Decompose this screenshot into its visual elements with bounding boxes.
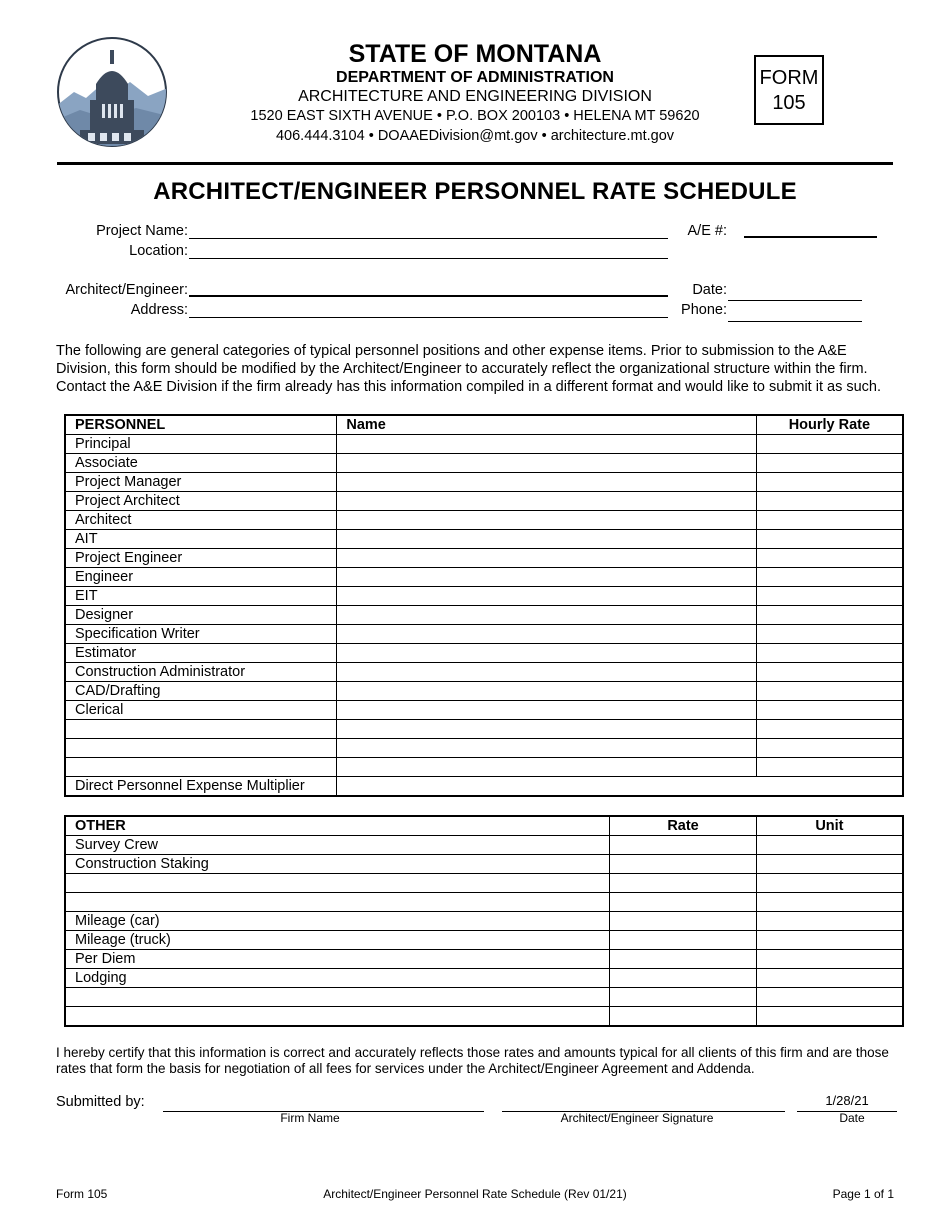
other-expenses-table	[64, 815, 904, 1027]
other-expense-item: Mileage (car)	[65, 912, 610, 931]
unit-cell[interactable]	[756, 855, 903, 874]
personnel-position	[65, 720, 337, 739]
personnel-position: Project Manager	[65, 473, 337, 492]
table-row	[65, 435, 903, 454]
letterhead	[200, 40, 750, 146]
firm-name-caption: Firm Name	[280, 1111, 340, 1125]
form-number: 105	[772, 92, 806, 114]
instructions-paragraph: The following are general categories of typical personnel positions and other expense items. Prior to submission to the A&E Division, this form should be modified by the Architect/Engineer to accurately reflect the organizational structure within the firm. Contact the A&E Division if the firm already has this information compiled in a different format and would like to submit it as such.	[56, 343, 882, 395]
personnel-name-cell[interactable]	[337, 758, 756, 777]
hourly-rate-cell[interactable]	[756, 758, 903, 777]
personnel-position: Specification Writer	[65, 625, 337, 644]
other-expense-item	[65, 1007, 610, 1027]
personnel-position: Engineer	[65, 568, 337, 587]
rate-cell[interactable]	[610, 855, 757, 874]
location-field[interactable]	[189, 258, 668, 259]
hourly-rate-cell[interactable]	[756, 530, 903, 549]
rate-cell[interactable]	[610, 1007, 757, 1027]
hourly-rate-cell[interactable]	[756, 587, 903, 606]
other-expense-item	[65, 893, 610, 912]
hourly-rate-cell[interactable]	[756, 454, 903, 473]
personnel-position: Estimator	[65, 644, 337, 663]
personnel-name-cell[interactable]	[337, 587, 756, 606]
project-name-field[interactable]	[189, 238, 668, 239]
hourly-rate-cell[interactable]	[756, 663, 903, 682]
address-label: Address:	[130, 302, 188, 318]
unit-header: Unit	[756, 816, 903, 836]
table-row	[65, 549, 903, 568]
hourly-rate-cell[interactable]	[756, 606, 903, 625]
unit-cell[interactable]	[756, 836, 903, 855]
ae-number-label: A/E #:	[687, 223, 727, 239]
state-name: STATE OF MONTANA	[348, 40, 602, 68]
hourly-rate-cell[interactable]	[756, 682, 903, 701]
personnel-name-cell[interactable]	[337, 530, 756, 549]
other-expense-item: Lodging	[65, 969, 610, 988]
personnel-position: Architect	[65, 511, 337, 530]
personnel-position: Associate	[65, 454, 337, 473]
date-caption: Date	[839, 1111, 865, 1125]
personnel-position: AIT	[65, 530, 337, 549]
table-row	[65, 874, 903, 893]
personnel-header: PERSONNEL	[65, 415, 337, 435]
architect-engineer-field[interactable]	[189, 295, 668, 297]
personnel-name-cell[interactable]	[337, 644, 756, 663]
rate-cell[interactable]	[610, 912, 757, 931]
table-row	[65, 587, 903, 606]
table-row	[65, 682, 903, 701]
personnel-position: EIT	[65, 587, 337, 606]
hourly-rate-cell[interactable]	[756, 435, 903, 454]
personnel-name-cell[interactable]	[337, 549, 756, 568]
other-expense-item: Construction Staking	[65, 855, 610, 874]
table-row	[65, 1007, 903, 1027]
table-row	[65, 969, 903, 988]
rate-cell[interactable]	[610, 893, 757, 912]
rate-cell[interactable]	[610, 950, 757, 969]
hourly-rate-cell[interactable]	[756, 511, 903, 530]
unit-cell[interactable]	[756, 969, 903, 988]
phone-field[interactable]	[728, 321, 862, 322]
personnel-name-cell[interactable]	[337, 473, 756, 492]
table-row	[65, 663, 903, 682]
personnel-position: Principal	[65, 435, 337, 454]
date-field[interactable]	[728, 300, 862, 301]
personnel-name-cell[interactable]	[337, 492, 756, 511]
personnel-name-cell[interactable]	[337, 511, 756, 530]
rate-cell[interactable]	[610, 836, 757, 855]
personnel-name-cell[interactable]	[337, 454, 756, 473]
header-divider	[57, 162, 893, 165]
page-title: ARCHITECT/ENGINEER PERSONNEL RATE SCHEDULE	[153, 178, 797, 205]
unit-cell[interactable]	[756, 1007, 903, 1027]
phone-label: Phone:	[681, 302, 727, 318]
address-field[interactable]	[189, 317, 668, 318]
division-name: ARCHITECTURE AND ENGINEERING DIVISION	[298, 88, 652, 105]
personnel-name-cell[interactable]	[337, 435, 756, 454]
table-row	[65, 988, 903, 1007]
hourly-rate-cell[interactable]	[756, 473, 903, 492]
unit-cell[interactable]	[756, 874, 903, 893]
table-row	[65, 568, 903, 587]
hourly-rate-cell[interactable]	[756, 568, 903, 587]
signature-date-value: 1/28/21	[825, 1093, 869, 1108]
personnel-name-cell[interactable]	[337, 682, 756, 701]
table-row	[65, 739, 903, 758]
name-header: Name	[337, 415, 756, 435]
personnel-position: Project Architect	[65, 492, 337, 511]
date-label: Date:	[692, 282, 727, 298]
table-row	[65, 758, 903, 777]
department-name: DEPARTMENT OF ADMINISTRATION	[336, 69, 614, 86]
personnel-name-cell[interactable]	[337, 720, 756, 739]
ae-number-field[interactable]	[744, 236, 877, 238]
table-row	[65, 492, 903, 511]
table-row	[65, 625, 903, 644]
table-row	[65, 836, 903, 855]
multiplier-value-cell[interactable]	[337, 777, 903, 797]
location-label: Location:	[129, 243, 188, 259]
personnel-position: Project Engineer	[65, 549, 337, 568]
table-row	[65, 893, 903, 912]
hourly-rate-cell[interactable]	[756, 720, 903, 739]
personnel-name-cell[interactable]	[337, 606, 756, 625]
personnel-name-cell[interactable]	[337, 568, 756, 587]
footer-page-number: Page 1 of 1	[832, 1187, 894, 1201]
rate-cell[interactable]	[610, 969, 757, 988]
hourly-rate-cell[interactable]	[756, 739, 903, 758]
office-address: 1520 EAST SIXTH AVENUE • P.O. BOX 200103 • HELENA MT 59620	[250, 108, 700, 124]
unit-cell[interactable]	[756, 988, 903, 1007]
table-row	[65, 950, 903, 969]
hourly-rate-cell[interactable]	[756, 701, 903, 720]
table-row	[65, 530, 903, 549]
unit-cell[interactable]	[756, 931, 903, 950]
table-row	[65, 454, 903, 473]
personnel-name-cell[interactable]	[337, 625, 756, 644]
other-expense-item: Mileage (truck)	[65, 931, 610, 950]
unit-cell[interactable]	[756, 950, 903, 969]
personnel-name-cell[interactable]	[337, 739, 756, 758]
unit-cell[interactable]	[756, 912, 903, 931]
certification-statement: I hereby certify that this information is correct and accurately reflects those rates and amounts typical for all clients of this firm and are those rates that form the basis for negotiation of all fees for services under the Architect/Engineer Agreement and Addenda.	[56, 1045, 889, 1076]
multiplier-label: Direct Personnel Expense Multiplier	[65, 777, 337, 797]
form-number-box	[754, 55, 824, 125]
personnel-position: CAD/Drafting	[65, 682, 337, 701]
footer-title: Architect/Engineer Personnel Rate Schedule (Rev 01/21)	[323, 1187, 627, 1201]
personnel-position	[65, 758, 337, 777]
signature-caption: Architect/Engineer Signature	[560, 1111, 714, 1125]
hourly-rate-cell[interactable]	[756, 625, 903, 644]
state-seal-logo	[56, 36, 168, 148]
personnel-position: Clerical	[65, 701, 337, 720]
personnel-position: Construction Administrator	[65, 663, 337, 682]
table-row	[65, 473, 903, 492]
table-row	[65, 644, 903, 663]
contact-info: 406.444.3104 • DOAAEDivision@mt.gov • architecture.mt.gov	[275, 128, 675, 144]
personnel-position	[65, 739, 337, 758]
personnel-position: Designer	[65, 606, 337, 625]
other-expense-item	[65, 988, 610, 1007]
table-row	[65, 511, 903, 530]
form-word: FORM	[759, 67, 819, 89]
table-row	[65, 720, 903, 739]
other-expense-item: Per Diem	[65, 950, 610, 969]
rate-cell[interactable]	[610, 874, 757, 893]
table-row	[65, 606, 903, 625]
rate-cell[interactable]	[610, 988, 757, 1007]
rate-header: Rate	[610, 816, 757, 836]
unit-cell[interactable]	[756, 893, 903, 912]
table-row	[65, 855, 903, 874]
other-expense-item: Survey Crew	[65, 836, 610, 855]
personnel-table	[64, 414, 904, 797]
other-expense-item	[65, 874, 610, 893]
hourly-rate-cell[interactable]	[756, 549, 903, 568]
multiplier-row	[65, 777, 903, 797]
submitted-by-label: Submitted by:	[56, 1094, 145, 1110]
hourly-rate-header: Hourly Rate	[756, 415, 903, 435]
other-header: OTHER	[65, 816, 610, 836]
personnel-name-cell[interactable]	[337, 701, 756, 720]
footer-form-id: Form 105	[56, 1187, 108, 1201]
table-row	[65, 931, 903, 950]
table-row	[65, 701, 903, 720]
table-row	[65, 912, 903, 931]
personnel-name-cell[interactable]	[337, 663, 756, 682]
hourly-rate-cell[interactable]	[756, 492, 903, 511]
project-name-label: Project Name:	[96, 223, 188, 239]
hourly-rate-cell[interactable]	[756, 644, 903, 663]
rate-cell[interactable]	[610, 931, 757, 950]
architect-engineer-label: Architect/Engineer:	[65, 282, 188, 298]
